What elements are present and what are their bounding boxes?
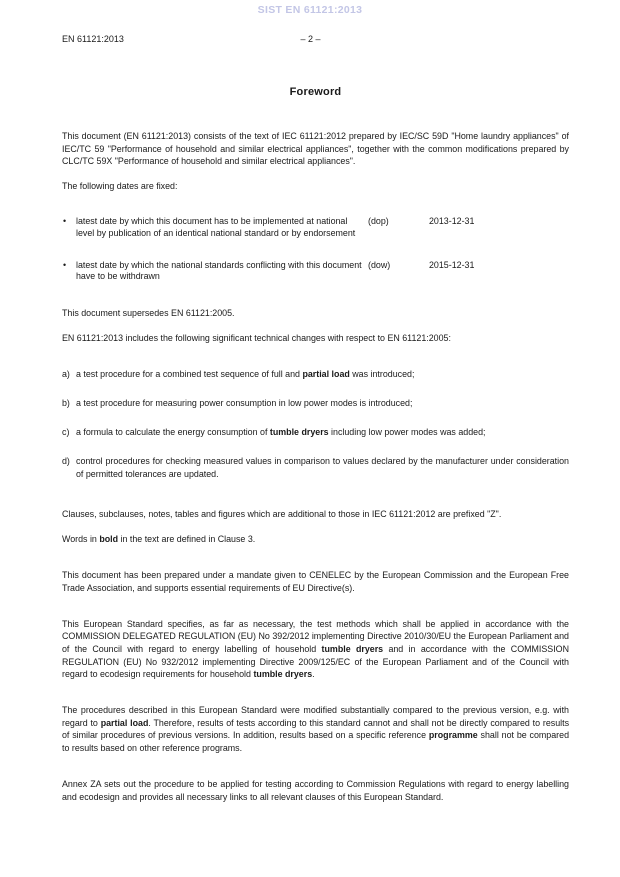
bullet-icon: •	[63, 216, 67, 227]
changes-list	[62, 368, 569, 480]
paragraph-clauses-prefix: Clauses, subclauses, notes, tables and figures which are additional to those in IEC 61121:2012 are prefixed "Z".	[62, 508, 502, 519]
bullet-content	[76, 216, 569, 239]
list-text-pre: control procedures for checking measured values in comparison to values declared by the manufacturer under consideration of permitted tolerances are updated.	[76, 456, 569, 479]
list-text-post: was introduced;	[349, 368, 415, 379]
list-text-pre: a formula to calculate the energy consumption of	[76, 427, 270, 438]
list-item	[62, 426, 569, 439]
paragraph-supersedes: This document supersedes EN 61121:2005.	[62, 307, 235, 318]
list-item	[62, 260, 569, 283]
paragraph-mandate: This document has been prepared under a mandate given to CENELEC by the European Commission and the European Free Trade Association, and supports essential requirements of EU Directive(s).	[62, 570, 569, 593]
procedures-part-1: The procedures described in this European Standard were modified substantially compared to the previous version, e.g. with regard to	[62, 705, 569, 728]
scope-bold-2: tumble dryers	[253, 669, 313, 680]
spacer	[62, 767, 569, 778]
procedures-bold-1: partial load	[100, 717, 149, 728]
paragraph-procedures	[62, 704, 569, 754]
scope-bold-1: tumble dryers	[321, 643, 384, 654]
bullet-date: 2013-12-31	[429, 216, 475, 227]
list-text-bold: partial load	[302, 368, 350, 379]
list-marker: c)	[62, 427, 70, 438]
bullet-icon: •	[63, 259, 67, 270]
list-item	[62, 368, 569, 381]
header-page-number: – 2 –	[300, 34, 321, 44]
list-item	[62, 397, 569, 410]
list-marker: d)	[62, 456, 70, 467]
bullet-code: (dow)	[368, 259, 391, 270]
page-header	[62, 34, 569, 48]
list-marker: a)	[62, 368, 70, 379]
paragraph-changes-lead: EN 61121:2013 includes the following significant technical changes with respect to EN 61121:2005:	[62, 332, 451, 343]
page-title: Foreword	[289, 86, 342, 98]
spacer	[62, 283, 569, 307]
words-bold-term: bold	[99, 534, 119, 544]
bullet-description: latest date by which this document has to be implemented at national level by publication of an identical national standard or by endorsement	[76, 216, 356, 238]
procedures-part-3: shall not be compared to results based on other reference programs.	[62, 730, 570, 754]
header-standard-number: EN 61121:2013	[62, 34, 124, 44]
list-text-pre: a test procedure for measuring power consumption in low power modes is introduced;	[76, 398, 413, 409]
bullet-date: 2015-12-31	[429, 259, 475, 270]
bullet-description: latest date by which the national standards conflicting with this document have to be withdrawn	[76, 259, 362, 282]
watermark-text: SIST EN 61121:2013	[257, 4, 363, 16]
list-text	[76, 455, 569, 480]
paragraph-intro: This document (EN 61121:2013) consists of the text of IEC 61121:2012 prepared by IEC/SC 59D "Home laundry appliances" of IEC/TC 59 "Performance of household and similar electrical appliances", together with the common modifications prepared by CLC/TC 59X "Performance of household and similar electrical appliances".	[62, 131, 569, 167]
list-item	[62, 216, 569, 239]
words-bold-pre: Words in	[62, 534, 100, 544]
spacer	[62, 558, 569, 569]
list-text	[76, 368, 569, 381]
paragraph-dates-lead: The following dates are fixed:	[62, 181, 178, 192]
words-bold-post: in the text are defined in Clause 3.	[118, 534, 256, 544]
document-content	[62, 86, 569, 816]
scope-part-2: and in accordance with the COMMISSION REGULATION (EU) No 932/2012 implementing Directive 2009/125/EC of the European Parliament and of the Council with regard to ecodesign requirements for household	[62, 643, 569, 680]
list-text-post: including low power modes was added;	[328, 427, 486, 438]
paragraph-words-bold	[62, 533, 569, 546]
scope-part-3: .	[312, 669, 315, 680]
bullet-content	[76, 260, 569, 283]
scope-part-1: This European Standard specifies, as far as necessary, the test methods which shall be applied in accordance with the COMMISSION DELEGATED REGULATION (EU) No 392/2012 implementing Directive 2010/30/EU the European Parliament and of the Council with regard to energy labelling of household	[62, 618, 569, 654]
spacer	[62, 357, 569, 368]
spacer	[62, 205, 569, 216]
paragraph-annex: Annex ZA sets out the procedure to be applied for testing according to Commission Regulations with regard to energy labelling and ecodesign and provides all necessary links to all relevant clauses of this European Standard.	[62, 779, 569, 802]
list-text-pre: a test procedure for a combined test sequence of full and	[76, 368, 303, 379]
procedures-bold-2: programme	[428, 730, 478, 741]
list-text-bold: tumble dryers	[269, 427, 329, 438]
list-marker: b)	[62, 398, 70, 409]
list-text	[76, 426, 569, 439]
spacer	[62, 497, 569, 508]
bullet-code: (dop)	[368, 216, 389, 227]
spacer	[62, 693, 569, 704]
spacer	[62, 607, 569, 618]
list-text	[76, 397, 569, 410]
procedures-part-2: . Therefore, results of tests according to this standard cannot and shall not be directly compared to results of similar procedures of previous versions. In addition, results based on a specific reference	[62, 717, 570, 741]
list-item	[62, 455, 569, 480]
dates-bullet-list	[62, 216, 569, 282]
paragraph-scope	[62, 618, 569, 681]
